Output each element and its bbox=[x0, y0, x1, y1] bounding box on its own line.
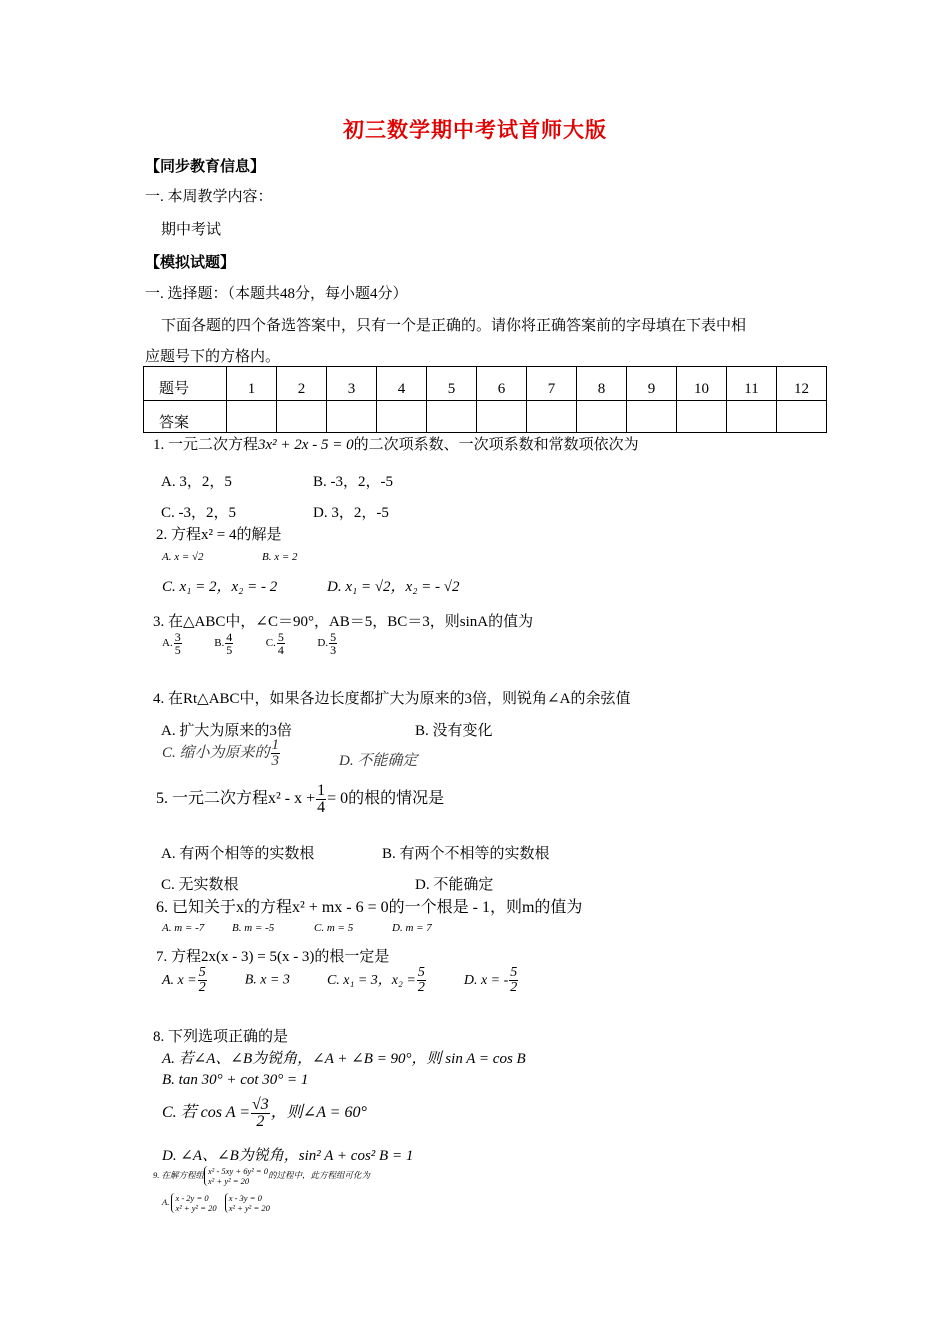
q2-option-c: C. x₁ = 2，x₂ = - 2 bbox=[162, 579, 278, 595]
question-9-stem: 9. 在解方程组 x² - 5xy + 6y² = 0 x² + y² = 20 的过程中，此方程组可化为 bbox=[153, 1166, 371, 1187]
answer-cell[interactable] bbox=[427, 401, 477, 433]
question-4-stem: 4. 在Rt△ABC中，如果各边长度都扩大为原来的3倍，则锐角∠A的余弦值 bbox=[153, 691, 631, 707]
q7-option-b: B. x = 3 bbox=[244, 972, 290, 988]
col-number: 2 bbox=[277, 367, 327, 401]
question-1-stem bbox=[153, 433, 639, 454]
row-label-answer: 答案 bbox=[144, 401, 227, 433]
q2-option-b: B. x = 2 bbox=[262, 551, 298, 563]
instruction-line-1: 下面各题的四个备选答案中，只有一个是正确的。请你将正确答案前的字母填在下表中相 bbox=[161, 318, 747, 334]
page-title: 初三数学期中考试首师大版 bbox=[343, 118, 607, 142]
row-label-number: 题号 bbox=[144, 367, 227, 401]
q5-option-d: D. 不能确定 bbox=[415, 877, 494, 893]
question-2-stem: 2. 方程x² = 4的解是 bbox=[156, 527, 282, 543]
q1-option-a: A. 3，2，5 bbox=[161, 474, 232, 490]
q1-option-d: D. 3，2，-5 bbox=[313, 505, 389, 521]
question-8-stem: 8. 下列选项正确的是 bbox=[153, 1029, 289, 1045]
question-3-stem: 3. 在△ABC中，∠C＝90°，AB＝5，BC＝3，则sinA的值为 bbox=[153, 614, 534, 630]
q4-option-a: A. 扩大为原来的3倍 bbox=[161, 723, 292, 739]
q3-option-a: A. $\frac{3}{5}$ bbox=[162, 630, 181, 657]
answer-cell[interactable] bbox=[227, 401, 277, 433]
q8-option-c: C. 若 cos A = $\frac{√3}{2}$ ，则∠A = 60° bbox=[162, 1096, 367, 1130]
question-7-stem: 7. 方程2x(x - 3) = 5(x - 3)的根一定是 bbox=[156, 949, 390, 965]
q6-option-c: C. m = 5 bbox=[314, 922, 354, 934]
question-6-stem: 6. 已知关于x的方程x² + mx - 6 = 0的一个根是 - 1，则m的值为 bbox=[156, 899, 583, 916]
question-5-stem: 5. 一元二次方程x² - x + $\frac{1}{4}$ = 0的根的情况是 bbox=[156, 782, 445, 816]
col-number: 8 bbox=[577, 367, 627, 401]
col-number: 3 bbox=[327, 367, 377, 401]
section-heading-sync-info: 【同步教育信息】 bbox=[145, 159, 266, 175]
q7-option-a: A. x = $\frac{5}{2}$ bbox=[162, 965, 206, 995]
part-title-choice: 一. 选择题：（本题共48分，每小题4分） bbox=[145, 286, 408, 302]
q3-option-b: B. $\frac{4}{5}$ bbox=[214, 630, 233, 657]
col-number: 4 bbox=[377, 367, 427, 401]
answer-cell[interactable] bbox=[777, 401, 827, 433]
q3-option-c: C. $\frac{5}{4}$ bbox=[265, 630, 284, 657]
q8-option-b: B. tan 30° + cot 30° = 1 bbox=[162, 1072, 309, 1088]
q6-option-a: A. m = -7 bbox=[162, 922, 205, 934]
section-item-weekly-content: 一. 本周教学内容： bbox=[145, 189, 273, 205]
q4-option-b: B. 没有变化 bbox=[415, 723, 493, 739]
instruction-line-2: 应题号下的方格内。 bbox=[145, 349, 281, 365]
col-number: 11 bbox=[727, 367, 777, 401]
q2-option-d: D. x₁ = √2，x₂ = - √2 bbox=[327, 579, 460, 595]
col-number: 7 bbox=[527, 367, 577, 401]
col-number: 10 bbox=[677, 367, 727, 401]
q8-option-d: D. ∠A、∠B为锐角，sin² A + cos² B = 1 bbox=[162, 1148, 414, 1164]
q9-option-a: x - 2y = 0 x² + y² = 20 bbox=[171, 1193, 216, 1213]
q9-option-b: x - 3y = 0 x² + y² = 20 bbox=[225, 1193, 270, 1213]
table-row-answers bbox=[144, 401, 827, 433]
q4-option-c: C. 缩小为原来的 $\frac{1}{3}$ bbox=[162, 737, 280, 769]
col-number: 1 bbox=[227, 367, 277, 401]
q5-option-a: A. 有两个相等的实数根 bbox=[161, 846, 315, 862]
q1-post: 的二次项系数、一次项系数和常数项依次为 bbox=[353, 437, 639, 453]
col-number: 12 bbox=[777, 367, 827, 401]
col-number: 6 bbox=[477, 367, 527, 401]
answer-cell[interactable] bbox=[527, 401, 577, 433]
section-heading-mock-test: 【模拟试题】 bbox=[145, 255, 236, 271]
q6-option-d: D. m = 7 bbox=[392, 922, 432, 934]
col-number: 5 bbox=[427, 367, 477, 401]
q5-option-c: C. 无实数根 bbox=[161, 877, 239, 893]
weekly-content-text: 期中考试 bbox=[161, 222, 222, 238]
q9-options: A. x - 2y = 0 x² + y² = 20 x - 3y = 0 x² + y² = 20 bbox=[162, 1193, 270, 1214]
q7-option-c: C. x₁ = 3，x₂ = $\frac{5}{2}$ bbox=[326, 965, 425, 995]
q1-option-c: C. -3，2，5 bbox=[161, 505, 237, 521]
answer-cell[interactable] bbox=[677, 401, 727, 433]
answer-table bbox=[143, 366, 827, 433]
q2-option-a: A. x = √2 bbox=[162, 551, 204, 563]
q1-equation: 3x² + 2x - 5 = 0 bbox=[258, 437, 354, 453]
col-number: 9 bbox=[627, 367, 677, 401]
answer-cell[interactable] bbox=[277, 401, 327, 433]
q1-option-b: B. -3，2，-5 bbox=[313, 474, 393, 490]
answer-cell[interactable] bbox=[727, 401, 777, 433]
q7-options bbox=[162, 966, 519, 995]
q3-options bbox=[162, 631, 338, 656]
q6-option-b: B. m = -5 bbox=[232, 922, 275, 934]
q3-option-d: D. $\frac{5}{3}$ bbox=[317, 630, 337, 657]
q1-pre: 1. 一元二次方程 bbox=[153, 437, 259, 453]
q4-option-d: D. 不能确定 bbox=[339, 753, 418, 769]
answer-cell[interactable] bbox=[577, 401, 627, 433]
answer-cell[interactable] bbox=[377, 401, 427, 433]
q8-option-a: A. 若∠A、∠B为锐角，∠A + ∠B = 90°，则 sin A = cos B bbox=[162, 1051, 526, 1067]
q7-option-d: D. x = - $\frac{5}{2}$ bbox=[463, 965, 518, 995]
answer-cell[interactable] bbox=[627, 401, 677, 433]
q5-option-b: B. 有两个不相等的实数根 bbox=[382, 846, 550, 862]
table-row-numbers bbox=[144, 367, 827, 401]
answer-cell[interactable] bbox=[327, 401, 377, 433]
answer-cell[interactable] bbox=[477, 401, 527, 433]
